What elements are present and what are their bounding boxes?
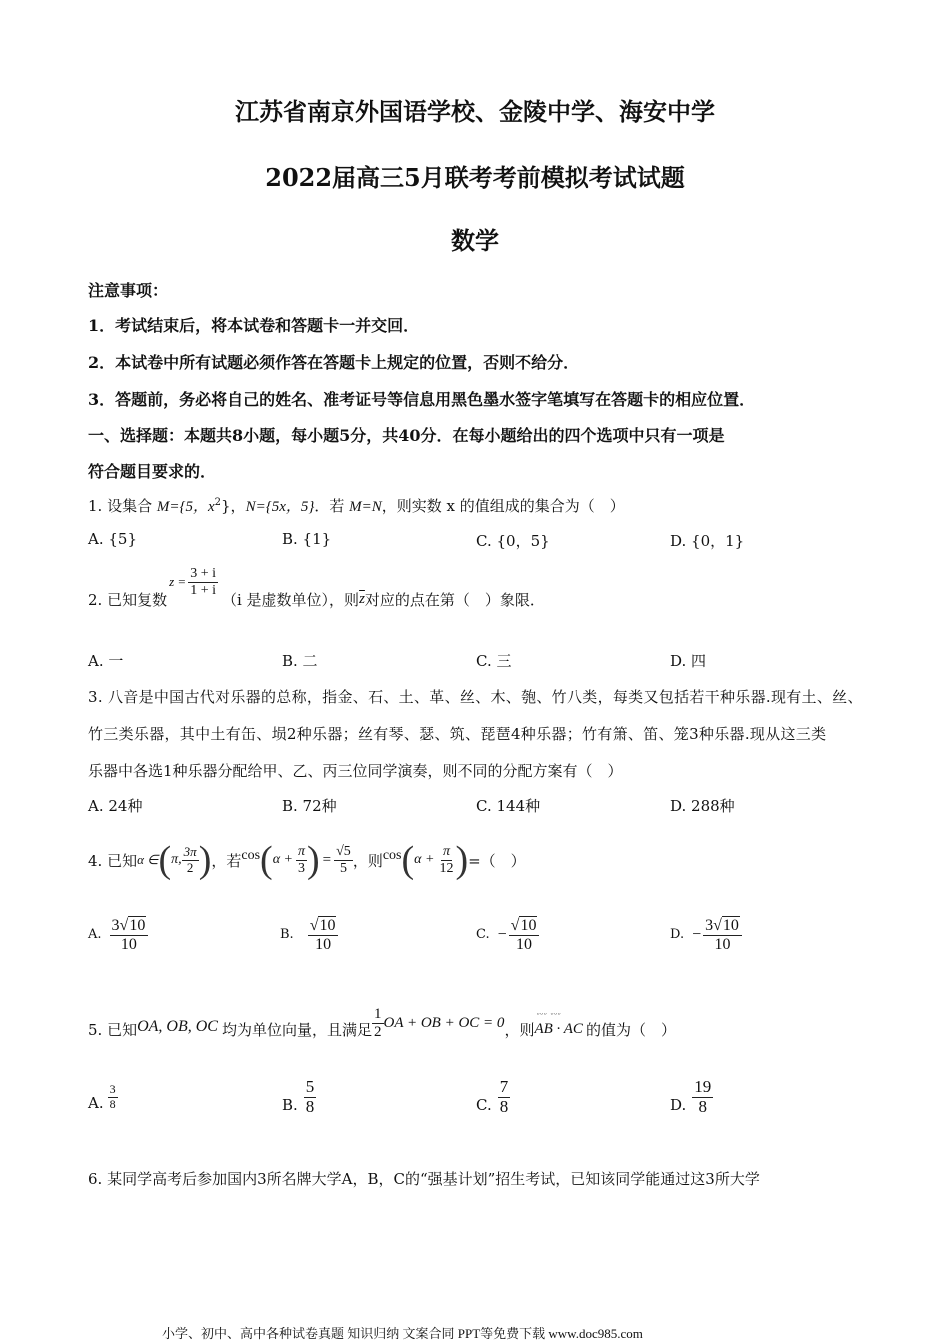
section-heading-line1: 一、选择题：本题共8小题，每小题5分，共40分．在每小题给出的四个选项中只有一项是 [88, 426, 725, 445]
q4-frac-sqrt5-5 [334, 844, 353, 876]
q5-option-a-fraction [108, 1083, 118, 1110]
q4-frac2-den: 3 [297, 860, 305, 876]
q5-equation: OA + OB + OC = 0 [383, 1014, 505, 1031]
q2-prefix: 2. 已知复数 [88, 590, 168, 609]
q5-half-den: 2 [374, 1023, 382, 1040]
q4-paren-close-2: ) [307, 839, 320, 881]
q4-option-a-root: 10 [129, 917, 146, 934]
q4-cos-2: cos [382, 848, 402, 863]
q5-option-c-fraction [498, 1078, 511, 1116]
q4-post: =（ ） [468, 851, 526, 870]
q4-pi: π, [171, 852, 182, 867]
q4-option-d-root: 10 [722, 917, 739, 934]
q5-vectors: OA, OB, OC [137, 1018, 218, 1035]
q1-exponent: 2 [214, 497, 222, 508]
q1-option-b: B. {1} [282, 530, 332, 548]
q5-option-b-num: 5 [305, 1077, 315, 1096]
q5-half [372, 1006, 384, 1040]
q5-post: 的值为（ ） [585, 1020, 676, 1039]
q4-paren-open-2: ( [260, 839, 273, 881]
q1-set-m-end: }， [221, 497, 246, 515]
q5-option-b [282, 1078, 316, 1116]
q2-z-eq: z = [169, 574, 187, 589]
q4-option-d [670, 916, 742, 953]
q5-half-num: 1 [374, 1006, 382, 1022]
q5-dot-text: AB · AC [534, 1020, 583, 1037]
q5-option-c-den: 8 [499, 1096, 509, 1116]
q5-option-a-label: A. [88, 1094, 104, 1112]
q5-option-c [476, 1078, 510, 1116]
q1-option-c: C. {0，5} [476, 532, 550, 550]
q4-option-b-fraction: $\frac{√10}{10}$ [308, 916, 339, 953]
q4-frac-pi-3 [296, 844, 307, 876]
notice-item-1: 1．考试结束后，将本试卷和答题卡一并交回． [88, 316, 420, 335]
q4-frac4-num: π [442, 844, 450, 860]
q4-frac3-num: √5 [336, 844, 351, 860]
q5-option-d-fraction [692, 1078, 713, 1116]
q4-option-b-root: 10 [319, 917, 336, 934]
q5-option-b-label: B. [282, 1096, 298, 1115]
q4-if: ，若 [211, 851, 242, 870]
q1-option-d: D. {0，1} [670, 532, 745, 550]
q1-condition: M=N [349, 499, 382, 515]
question-3-line3: 乐器中各选1种乐器分配给甲、乙、丙三位同学演奏，则不同的分配方案有（ ） [88, 762, 623, 780]
q5-option-b-fraction [304, 1078, 317, 1116]
q4-option-c-sign: − [497, 925, 507, 943]
q4-paren-open: ( [158, 839, 172, 881]
q4-option-c-label: C. [476, 927, 490, 943]
q4-option-d-coef: 3 [705, 917, 714, 934]
q4-paren-close-3: ) [455, 839, 469, 881]
q4-option-a-fraction: $\frac{3√10}{10}$ [110, 916, 149, 953]
q3-option-c: C. 144种 [476, 797, 541, 815]
q4-option-c-den: 10 [516, 935, 533, 953]
q4-option-b-den: 10 [315, 935, 332, 953]
exam-title-line2: 2022届高三5月联考考前模拟考试试题 [265, 163, 685, 192]
q4-option-a [88, 916, 148, 953]
q2-option-b: B. 二 [282, 652, 318, 670]
q4-option-a-coef: 3 [111, 917, 120, 934]
q1-set-m: M={5，x [156, 499, 215, 515]
q2-option-c: C. 三 [476, 652, 512, 670]
q2-numerator: 3 + i [190, 566, 216, 582]
q3-option-b: B. 72种 [282, 797, 337, 815]
q5-option-a-den: 8 [109, 1096, 116, 1111]
q5-option-c-label: C. [476, 1096, 492, 1115]
q4-option-c [476, 916, 539, 953]
q5-option-d-label: D. [670, 1096, 687, 1115]
exam-title-line1: 江苏省南京外国语学校、金陵中学、海安中学 [235, 97, 715, 126]
q4-frac-3pi-2 [182, 845, 199, 875]
q4-paren-close: ) [198, 839, 212, 881]
question-5 [88, 1000, 676, 1058]
q4-option-b-label: B. [280, 927, 294, 943]
q1-option-a: A. {5} [88, 530, 137, 548]
section-heading-line2: 符合题目要求的． [88, 462, 217, 481]
question-4 [88, 832, 526, 888]
q4-arg1: α + [272, 852, 293, 867]
q4-frac4-den: 12 [439, 860, 454, 876]
q4-frac-pi-12 [437, 844, 455, 876]
question-1 [88, 495, 625, 516]
q5-dot-product [534, 1008, 583, 1038]
q4-option-c-fraction: $\frac{√10}{10}$ [509, 916, 540, 953]
notice-item-3: 3．答题前，务必将自己的姓名、准考证号等信息用黑色墨水签字笔填写在答题卡的相应位置． [88, 390, 756, 409]
q4-option-d-fraction: $\frac{3√10}{10}$ [703, 916, 742, 953]
q4-frac1-num: 3π [183, 844, 197, 860]
notice-item-2: 2．本试卷中所有试题必须作答在答题卡上规定的位置，否则不给分． [88, 353, 580, 372]
q3-option-d: D. 288种 [670, 797, 735, 815]
q5-option-c-num: 7 [499, 1077, 509, 1096]
q2-fraction [188, 566, 218, 598]
q4-eq: = [322, 851, 332, 868]
q2-option-d: D. 四 [670, 652, 707, 670]
q4-cos-1: cos [241, 848, 261, 863]
page-footer: 小学、初中、高中各种试卷真题 知识归纳 文案合同 PPT等免费下载 www.doc985.com [162, 1326, 643, 1341]
q4-option-a-den: 10 [120, 935, 137, 953]
notice-heading: 注意事项： [88, 281, 169, 300]
q5-option-d-num: 19 [694, 1077, 712, 1096]
q5-then: ，则 [504, 1020, 535, 1039]
q2-zbar: $\overline{z}$ [359, 590, 365, 607]
q5-vector-arrows: ᵕᵕᵕ ᵕᵕᵕ [536, 1008, 562, 1019]
q5-option-a [88, 1082, 118, 1112]
q4-frac1-den: 2 [186, 859, 194, 875]
q5-option-d [670, 1078, 713, 1116]
q4-option-c-root: 10 [520, 917, 537, 934]
question-6: 6. 某同学高考后参加国内3所名牌大学A，B，C的“强基计划”招生考试，已知该同学能通过这3所大学 [88, 1170, 760, 1188]
q4-option-d-den: 10 [714, 935, 731, 953]
q1-mid: ．若 [314, 497, 350, 515]
q4-option-d-label: D. [670, 927, 685, 943]
q1-set-n: N={5x，5} [245, 499, 315, 515]
q4-frac3-den: 5 [339, 860, 347, 876]
q4-paren-open-3: ( [401, 839, 415, 881]
q4-option-d-sign: − [692, 925, 702, 943]
q1-prefix: 1. 设集合 [88, 497, 157, 515]
q5-option-d-den: 8 [698, 1096, 708, 1116]
q4-prefix: 4. 已知 [88, 851, 138, 870]
q4-option-a-label: A. [88, 927, 102, 943]
q4-alpha-in: α ∈ [137, 852, 159, 867]
q5-prefix: 5. 已知 [88, 1020, 138, 1039]
question-3-line1: 3. 八音是中国古代对乐器的总称，指金、石、土、革、丝、木、匏、竹八类，每类又包括若干种乐器.现有土、丝、 [88, 688, 863, 706]
q4-option-b [280, 916, 338, 953]
q4-arg2: α + [414, 852, 435, 867]
question-3-line2: 竹三类乐器，其中土有缶、埙2种乐器；丝有琴、瑟、筑、琵琶4种乐器；竹有箫、笛、笼3种乐器.现从这三类 [88, 725, 827, 743]
question-2 [88, 563, 545, 613]
q2-mid: （i 是虚数单位），则 [221, 590, 360, 609]
q5-option-b-den: 8 [305, 1096, 315, 1116]
q1-post: ，则实数 x 的值组成的集合为（ ） [381, 497, 625, 515]
q2-option-a: A. 一 [88, 652, 124, 670]
subject-title: 数学 [451, 226, 499, 255]
q5-option-a-num: 3 [109, 1082, 116, 1097]
q2-post: 对应的点在第（ ）象限． [364, 590, 545, 609]
q5-mid: 均为单位向量，且满足 [221, 1020, 372, 1039]
q4-then: ，则 [352, 851, 383, 870]
q3-option-a: A. 24种 [88, 797, 143, 815]
q2-denominator: 1 + i [190, 582, 216, 598]
q4-frac2-num: π [297, 844, 305, 860]
